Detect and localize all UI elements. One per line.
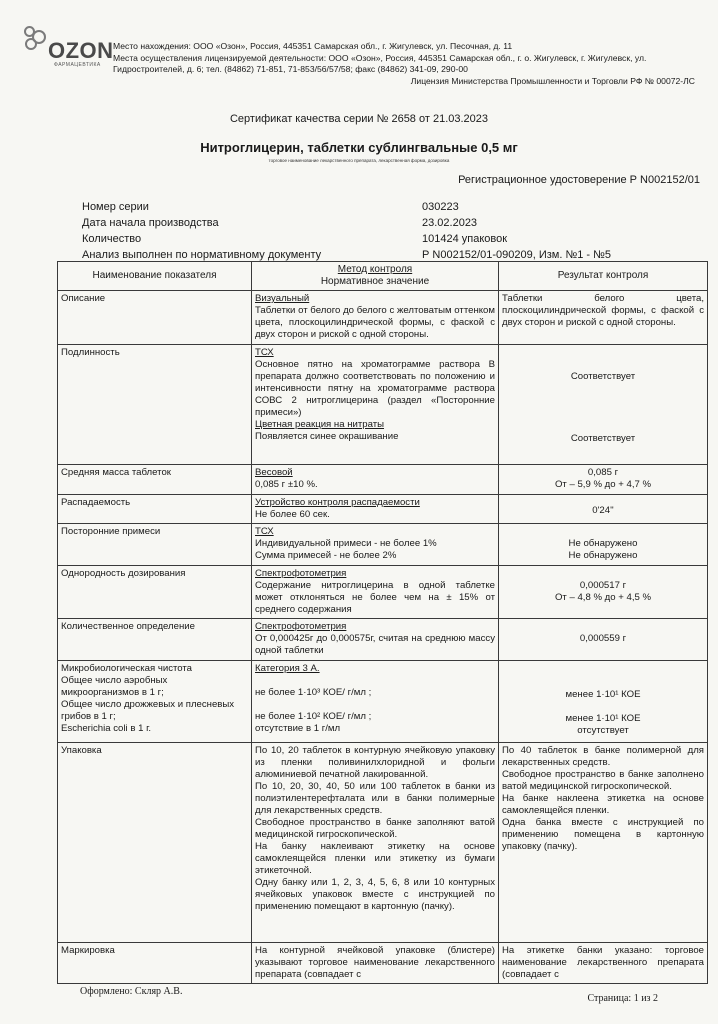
table-row — [58, 743, 708, 943]
norm-text: На контурной ячейковой упаковке (блистере) указывают торговое наименование лекарственного препарата (совпадает с — [255, 945, 495, 980]
registration-certificate: Регистрационное удостоверение Р N002152/01 — [458, 174, 700, 186]
norm-text: Свободное пространство в банке заполняют ватой медицинской гигроскопической. — [255, 817, 495, 840]
table-row — [58, 465, 708, 495]
company-address: Место нахождения: ООО «Озон», Россия, 445351 Самарская обл., г. Жигулевск, ул. Песочная, д. 11 — [113, 41, 513, 51]
info-value: 23.02.2023 — [422, 217, 478, 229]
company-logo — [24, 26, 114, 70]
result-text: 0,085 г — [587, 467, 619, 478]
result-text: От – 4,8 % до + 4,5 % — [554, 592, 652, 603]
result-text: менее 1·10¹ КОЕ — [565, 713, 641, 724]
row-result — [499, 743, 708, 943]
row-name: Однородность дозирования — [58, 566, 252, 619]
company-contacts: Гидростроителей, д. 6; тел. (84862) 71-851, 71-853/56/57/58; факс (84862) 341-09, 290-00 — [113, 64, 468, 74]
row-result — [499, 524, 708, 566]
header-method-label: Метод контроля — [337, 264, 413, 275]
row-name: Посторонние примеси — [58, 524, 252, 566]
row-norm — [252, 661, 499, 743]
result-text: 0'24'' — [592, 505, 614, 516]
result-text: От – 5,9 % до + 4,7 % — [554, 479, 652, 490]
logo-subtitle: ФАРМАЦЕВТИКА — [54, 62, 101, 68]
norm-text: Содержание нитроглицерина в одной таблетке может отклоняться не более чем на ± 15% от среднего содержания — [255, 580, 495, 615]
norm-text: Таблетки от белого до белого с желтоватым оттенком цвета, плоскоцилиндрической формы, с фаской с двух сторон и риской с одной стороны. — [255, 305, 495, 340]
licensed-activity-address: Места осуществления лицензируемой деятельности: ООО «Озон», Россия, 445351 Самарская обл., г. о. Жигулевск, г. Жигулевск, ул. — [113, 52, 647, 63]
row-result — [499, 291, 708, 345]
prepared-by: Оформлено: Скляр А.В. — [80, 986, 183, 997]
row-name-line: Общее число дрожжевых и плесневых грибов в 1 г; — [61, 699, 235, 722]
row-name: Подлинность — [58, 345, 252, 465]
method-name: Категория 3 А. — [255, 663, 320, 674]
norm-text: Основное пятно на хроматограмме раствора В препарата должно соответствовать по положению и интенсивности пятну на хроматограмме раствора СОВС 2 нитроглицерина (раздел «Посторонние примеси») — [255, 359, 495, 418]
header-result: Результат контроля — [499, 262, 708, 291]
row-name-line: Микробиологическая чистота — [61, 663, 193, 674]
row-name: Маркировка — [58, 943, 252, 984]
row-result — [499, 943, 708, 984]
result-text: По 40 таблеток в банке полимерной для лекарственных средств. — [502, 745, 704, 768]
certificate-title: Сертификат качества серии № 2658 от 21.03.2023 — [229, 113, 489, 125]
header-norm-label: Нормативное значение — [320, 276, 430, 287]
header-method — [252, 262, 499, 291]
row-norm — [252, 619, 499, 661]
row-norm — [252, 943, 499, 984]
result-text: менее 1·10¹ КОЕ — [565, 689, 641, 700]
norm-text: Сумма примесей - не более 2% — [255, 550, 397, 561]
result-text: 0,000559 г — [579, 633, 627, 644]
row-result — [499, 566, 708, 619]
table-row — [58, 524, 708, 566]
table-header-row — [58, 262, 708, 291]
result-text: 0,000517 г — [579, 580, 627, 591]
row-norm — [252, 566, 499, 619]
batch-info — [82, 199, 702, 263]
row-result — [499, 661, 708, 743]
result-text: Соответствует — [570, 371, 636, 382]
row-name-line: Общее число аэробных микроорганизмов в 1 г; — [61, 675, 168, 698]
norm-text: отсутствие в 1 г/мл — [255, 723, 341, 734]
row-result — [499, 345, 708, 465]
row-result — [499, 465, 708, 495]
result-text: Не обнаружено — [568, 538, 638, 549]
row-name: Упаковка — [58, 743, 252, 943]
norm-text: не более 1·10³ КОЕ/ г/мл ; — [255, 687, 372, 698]
table-row — [58, 345, 708, 465]
row-norm — [252, 291, 499, 345]
result-text: Таблетки белого цвета, плоскоцилиндрической формы, с фаской с двух сторон и риской с одной стороны. — [502, 293, 704, 328]
row-name — [58, 661, 252, 743]
info-label: Дата начала производства — [82, 217, 219, 229]
result-text: отсутствует — [577, 725, 629, 736]
table-row — [58, 566, 708, 619]
page-number: Страница: 1 из 2 — [587, 993, 658, 1004]
company-info — [113, 41, 703, 87]
header-indicator: Наименование показателя — [58, 262, 252, 291]
row-norm — [252, 743, 499, 943]
method-name: Визуальный — [255, 293, 310, 304]
info-row — [82, 199, 702, 215]
table-row — [58, 619, 708, 661]
info-label: Количество — [82, 233, 142, 245]
norm-text: 0,085 г ±10 %. — [255, 479, 318, 490]
row-name: Описание — [58, 291, 252, 345]
norm-text: На банку наклеивают этикетку на основе самоклеящейся пленки или этикетку из бумаги этикеточной. — [255, 841, 495, 876]
row-name-line: Escherichia coli в 1 г. — [61, 723, 152, 734]
row-norm — [252, 465, 499, 495]
table-row — [58, 495, 708, 524]
quality-table — [57, 261, 708, 984]
row-norm — [252, 345, 499, 465]
method-name: Цветная реакция на нитраты — [255, 419, 385, 430]
table-row — [58, 661, 708, 743]
info-value: Р N002152/01-090209, Изм. №1 - №5 — [422, 249, 612, 261]
method-name: ТСХ — [255, 347, 274, 358]
product-title: Нитроглицерин, таблетки сублингвальные 0,5 мг — [200, 140, 518, 155]
row-norm — [252, 524, 499, 566]
method-name: Весовой — [255, 467, 293, 478]
row-name: Средняя масса таблеток — [58, 465, 252, 495]
info-value: 101424 упаковок — [422, 233, 508, 245]
norm-text: Одну банку или 1, 2, 3, 4, 5, 6, 8 или 10 контурных ячейковых упаковок вместе с инструкцией по применению помещают в картонную (пачку). — [255, 877, 495, 912]
info-row — [82, 231, 702, 247]
method-name: Устройство контроля распадаемости — [255, 497, 420, 508]
result-text: Свободное пространство в банке заполнено ватой медицинской гигроскопической. — [502, 769, 704, 792]
logo-name: OZON — [48, 38, 114, 63]
method-name: Спектрофотометрия — [255, 621, 347, 632]
norm-text: Появляется синее окрашивание — [255, 431, 399, 442]
result-text: Соответствует — [570, 433, 636, 444]
license-number: Лицензия Министерства Промышленности и Торговли РФ № 00072-ЛС — [410, 75, 695, 86]
result-text: Не обнаружено — [568, 550, 638, 561]
row-norm — [252, 495, 499, 524]
norm-text: От 0,000425г до 0,000575г, считая на среднюю массу одной таблетки — [255, 633, 495, 656]
info-row — [82, 215, 702, 231]
norm-text: Индивидуальной примеси - не более 1% — [255, 538, 437, 549]
row-result — [499, 619, 708, 661]
product-subtitle: торговое наименование лекарственного препарата, лекарственная форма, дозировка — [268, 158, 450, 163]
result-text: Одна банка вместе с инструкцией по применению помещена в картонную упаковку (пачку). — [502, 817, 704, 852]
info-value: 030223 — [422, 201, 459, 213]
method-name: ТСХ — [255, 526, 274, 537]
norm-text: Не более 60 сек. — [255, 509, 330, 520]
norm-text: По 10, 20 таблеток в контурную ячейковую упаковку из пленки поливинилхлоридной и фольги алюминиевой печатной лакированной. — [255, 745, 495, 780]
result-text: На банке наклеена этикетка на основе самоклеящейся пленки. — [502, 793, 704, 816]
norm-text: По 10, 20, 30, 40, 50 или 100 таблеток в банки из полиэтилентерефталата или в банки полимерные для лекарственных средств. — [255, 781, 495, 816]
row-result — [499, 495, 708, 524]
norm-text: не более 1·10² КОЕ/ г/мл ; — [255, 711, 372, 722]
info-label: Номер серии — [82, 201, 149, 213]
result-text: На этикетке банки указано: торговое наименование лекарственного препарата (совпадает с — [502, 945, 704, 980]
table-row — [58, 291, 708, 345]
method-name: Спектрофотометрия — [255, 568, 347, 579]
table-row — [58, 943, 708, 984]
row-name: Распадаемость — [58, 495, 252, 524]
row-name: Количественное определение — [58, 619, 252, 661]
info-label: Анализ выполнен по нормативному документу — [82, 249, 322, 261]
